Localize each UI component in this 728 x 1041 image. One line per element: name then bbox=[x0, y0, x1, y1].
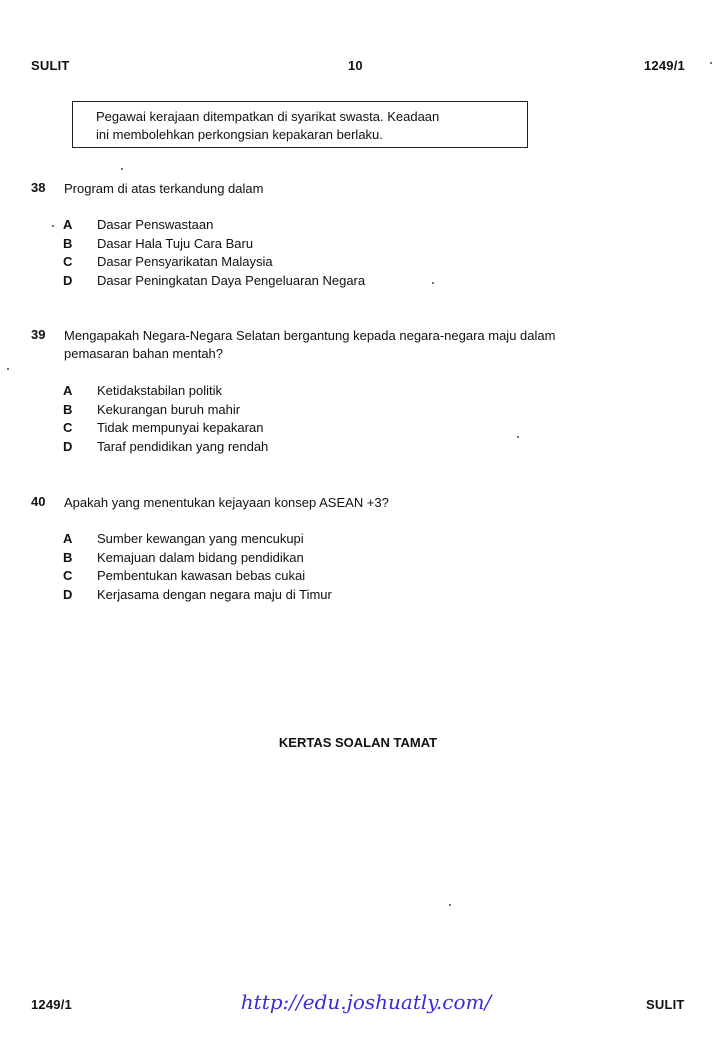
question-text bbox=[64, 180, 704, 198]
option-letter: A bbox=[63, 383, 73, 398]
option-text: Kemajuan dalam bidang pendidikan bbox=[97, 549, 304, 565]
header-sulit-label: SULIT bbox=[31, 58, 70, 73]
scan-speck bbox=[52, 225, 54, 227]
footer-url-text: http://edu.joshuatly.com/ bbox=[240, 990, 492, 1014]
option-text: Tidak mempunyai kepakaran bbox=[97, 420, 264, 435]
scan-speck bbox=[449, 904, 451, 906]
scan-speck bbox=[517, 436, 519, 438]
footer-paper-code: 1249/1 bbox=[31, 997, 72, 1012]
option-letter: C bbox=[63, 568, 73, 583]
option-letter: B bbox=[63, 401, 73, 417]
option-text: Sumber kewangan yang mencukupi bbox=[97, 531, 304, 546]
option-letter: A bbox=[63, 217, 73, 232]
option-text: Kekurangan buruh mahir bbox=[97, 401, 241, 417]
scan-speck bbox=[121, 168, 123, 170]
end-of-paper-label bbox=[0, 735, 728, 750]
question-text bbox=[64, 494, 704, 512]
question-number: 39 bbox=[31, 327, 46, 342]
question-text-line: Program di atas terkandung dalam bbox=[64, 181, 264, 196]
header-paper-code: 1249/1 bbox=[644, 58, 685, 73]
footer-url-link[interactable] bbox=[0, 990, 728, 1014]
option-text: Dasar Penswastaan bbox=[97, 217, 214, 232]
header-page-number: 10 bbox=[348, 58, 363, 73]
footer-sulit-label: SULIT bbox=[646, 997, 685, 1012]
question-text-line: Mengapakah Negara-Negara Selatan bergantung kepada negara-negara maju dalam bbox=[64, 328, 556, 343]
stimulus-line-2: ini membolehkan perkongsian kepakaran berlaku. bbox=[96, 127, 383, 142]
end-of-paper-text: KERTAS SOALAN TAMAT bbox=[278, 735, 438, 750]
option-letter: C bbox=[63, 254, 73, 269]
option-letter: D bbox=[63, 438, 73, 454]
option-text: Dasar Pensyarikatan Malaysia bbox=[97, 254, 273, 269]
scan-speck bbox=[432, 282, 434, 284]
scan-speck bbox=[7, 368, 9, 370]
scan-speck bbox=[710, 62, 712, 64]
option-text: Kerjasama dengan negara maju di Timur bbox=[97, 586, 332, 602]
question-text bbox=[64, 327, 704, 363]
question-text-line: pemasaran bahan mentah? bbox=[64, 346, 224, 361]
option-letter: B bbox=[63, 549, 73, 565]
stimulus-line-1: Pegawai kerajaan ditempatkan di syarikat swasta. Keadaan bbox=[96, 109, 440, 124]
question-number: 40 bbox=[31, 494, 46, 509]
question-number: 38 bbox=[31, 180, 46, 195]
question-text-line: Apakah yang menentukan kejayaan konsep ASEAN +3? bbox=[64, 495, 389, 510]
option-text: Dasar Hala Tuju Cara Baru bbox=[97, 235, 254, 251]
option-letter: A bbox=[63, 531, 73, 546]
stimulus-box bbox=[72, 101, 528, 148]
option-text: Taraf pendidikan yang rendah bbox=[97, 438, 269, 454]
option-text: Dasar Peningkatan Daya Pengeluaran Negara bbox=[97, 272, 366, 288]
option-letter: C bbox=[63, 420, 73, 435]
option-letter: D bbox=[63, 586, 73, 602]
option-text: Pembentukan kawasan bebas cukai bbox=[97, 568, 306, 583]
option-letter: D bbox=[63, 272, 73, 288]
option-text: Ketidakstabilan politik bbox=[97, 383, 223, 398]
option-letter: B bbox=[63, 235, 73, 251]
